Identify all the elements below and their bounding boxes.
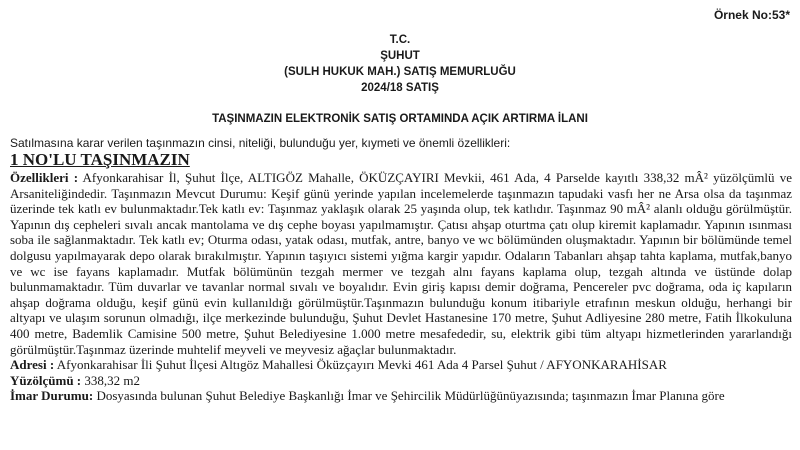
area-paragraph: [10, 373, 792, 389]
section-title: 1 NO'LU TAŞINMAZIN: [10, 150, 190, 169]
header-line-case: 2024/18 SATIŞ: [361, 82, 439, 94]
intro-text: Satılmasına karar verilen taşınmazın cinsi, niteliği, bulunduğu yer, kıymeti ve önemli özellikleri:: [10, 136, 511, 150]
area-label: Yüzölçümü :: [10, 372, 82, 388]
sample-number: Örnek No:53*: [713, 8, 790, 22]
features-label: Özellikleri :: [10, 170, 79, 185]
header-line-office: ŞUHUT: [380, 50, 420, 62]
document-header: [0, 32, 800, 96]
zoning-paragraph: [10, 388, 792, 404]
announcement-title: TAŞINMAZIN ELEKTRONİK SATIŞ ORTAMINDA AÇIK ARTIRMA İLANI: [212, 113, 588, 125]
features-paragraph: [10, 170, 792, 357]
address-label: Adresi :: [10, 357, 55, 373]
property-details: [10, 170, 792, 404]
features-text: Afyonkarahisar İl, Şuhut İlçe, ALTIGÖZ Mahalle, ÖKÜZÇAYIRI Mevkii, 461 Ada, 4 Parselde kayıtlı 338,32 mÂ² yüzölçümlü ve Arsaniteliğindedir. Taşınmazın Mevcut Durumu: Keşif günü yerinde yapılan incelemelerde taşınmazın tapudaki vasfı her ne Arsa olsa da taşınmaz üzerinde tek katlı ev bulunmaktadır.Tek katlı ev: Taşınmaz yaklaşık olarak 25 yaşında olup, tek katlıdır. Taşınmaz 90 mÂ² alanlı olduğu görülmüştür. Yapının dış cepheleri sıvalı ancak mantolama ve dış cephe boyası yapılmamıştır. Çatısı ahşap oturtma çatı olup kiremit kaplamadır. Yapının ısınması soba ile sağlanmaktadır. Tek katlı ev; Oturma odası, yatak odası, mutfak, antre, banyo ve wc bölümünden oluşmaktadır. Yapının bir bölümünde temel dolgusu yapılmayarak depo olarak bırakılmıştır. Yapının taşıyıcı sistemi yığma kargir yapıdır. Odaların Tabanları ahşap tahta kaplama, mutfak,banyo ve wc ise fayans kaplamadır. Mutfak bölümünün tezgah mermer ve tezgah alnı fayans kaplama olup, tezgah altında ve üstünde dolap bulunmamaktadır. Tüm duvarlar ve tavanlar normal sıvalı ve boyalıdır. Evin giriş kapısı demir doğrama, Pencereler pvc doğrama, oda iç kapıların ahşap doğrama olduğu, keşif günü evin kullanıldığı görülmüştür.Taşınmazın bulunduğu konum itibariyle etrafının meskun olduğu, herhangi bir altyapı ve ulaşım sorunun olmadığı, ilçe merkezinde bulunduğu, Şuhut Devlet Hastanesine 170 metre, Şuhut Adliyesine 280 metre, Fatih İlkokuluna 400 metre, Bademlik Camisine 500 metre, Şuhut Belediyesine 1.000 metre mesafededir, su, elektrik gibi tüm altyapı hizmetlerinden yararlandığı görülmüştür.Taşınmaz üzerinde muhtelif meyveli ve meyvesiz ağaçlar bulunmaktadır.: [10, 170, 793, 357]
area-text: 338,32 m2: [81, 372, 141, 388]
header-line-court: (SULH HUKUK MAH.) SATIŞ MEMURLUĞU: [284, 66, 516, 78]
header-line-tc: T.C.: [389, 34, 411, 46]
address-paragraph: [10, 357, 792, 373]
address-text: Afyonkarahisar İli Şuhut İlçesi Altıgöz Mahallesi Öküzçayırı Mevki 461 Ada 4 Parsel Şuhut / AFYONKARAHİSAR: [54, 357, 667, 373]
zoning-text: Dosyasında bulunan Şuhut Belediye Başkanlığı İmar ve Şehircilik Müdürlüğünüyazısında; taşınmazın İmar Planına göre: [93, 388, 725, 404]
zoning-label: İmar Durumu:: [10, 388, 94, 404]
